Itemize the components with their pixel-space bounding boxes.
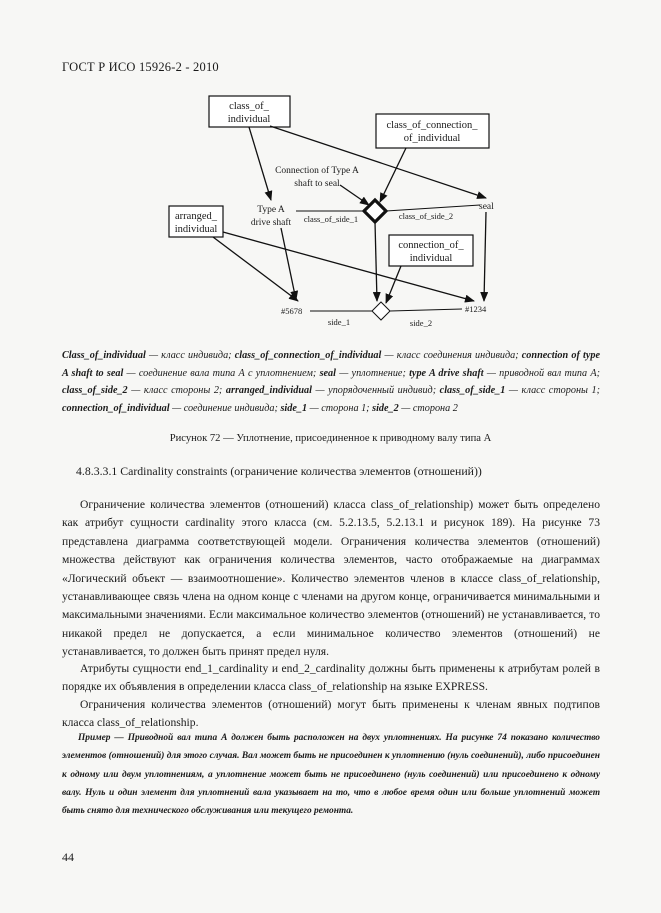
legend-term: connection of type A shaft to seal <box>62 350 600 379</box>
document-header: ГОСТ Р ИСО 15926-2 - 2010 <box>62 60 219 74</box>
box-connection-of-individual-line2: individual <box>409 253 453 264</box>
section-title: 4.8.3.3.1 Cardinality constraints (ограничение количества элементов (отношений)) <box>76 464 482 478</box>
legend-term: side_1 <box>280 402 308 414</box>
figure-72-diagram <box>0 0 661 340</box>
legend-term: class_of_connection_of_individual <box>234 350 382 361</box>
box-class-of-individual-line1: class_of_ <box>229 101 269 112</box>
legend-definition: — сторона 1; <box>307 402 373 414</box>
legend-term: arranged_individual <box>225 385 312 396</box>
legend-definition: — класс стороны 2; <box>127 385 226 396</box>
label-connection-type-a-line1: Connection of Type A <box>275 166 359 176</box>
legend-definition: — приводной вал типа А; <box>483 367 600 379</box>
box-class-of-individual-line2: individual <box>227 114 271 125</box>
legend-term: seal <box>319 367 336 379</box>
legend-definition: — сторона 2 <box>398 402 458 414</box>
figure-legend <box>62 347 600 417</box>
label-seal: seal <box>479 202 494 212</box>
legend-definition: — упорядоченный индивид; <box>311 385 440 396</box>
box-arranged-individual-line2: individual <box>174 224 218 235</box>
page-number: 44 <box>62 850 74 864</box>
legend-definition: — соединение вала типа А с уплотнением; <box>123 367 320 379</box>
label-type-a-line2: drive shaft <box>250 218 292 228</box>
legend-term: type A drive shaft <box>409 367 484 379</box>
example-note: Пример — Приводной вал типа А должен быть расположен на двух уплотнениях. На рисунке 74 показано количество элементов (отношений) для этого случая. Вал может быть не присоединен к уплотнению (нуль соединений), либо присоединен к одному или двум уплотнениям, а уплотнение может быть не присоединено (нуль соединений) или присоединено к одному валу. Нуль и один элемент для уплотнений вала указывает на то, что в любое время один или больше уплотнений может быть снято для технического обслуживания или текущего ремонта. <box>62 733 600 817</box>
figure-caption: Рисунок 72 — Уплотнение, присоединенное к приводному валу типа А <box>169 433 492 444</box>
instance-side-2-line <box>390 309 462 311</box>
legend-term: connection_of_individual <box>62 402 170 414</box>
paragraph-cardinality-definition: Ограничение количества элементов (отношений) класса class_of_relationship) может быть определено как атрибут сущности cardinality этого класса (см. 5.2.13.5, 5.2.13.1 и рисунок 189). На рисунке 73 представлена диаграмма соответствующей модели. Ограничения количества элементов (отношений) множества действуют как ограничения количества элементов, часто отображаемые на диаграммах «Логический объект — взаимоотношение». Количество элементов членов в классе class_of_relationship, устанавливающее связь члена на одном конце с членами на другом конце, ограничивается минимальными и максимальными значениями. Если максимальное количество элементов (отношений) не устанавливается, то никакой предел не допускается, а если минимальное количество элементов (отношений) не устанавливается, то должен быть принят предел нуля. <box>62 498 600 659</box>
label-type-a-line1: Type A <box>257 205 285 215</box>
paragraph-cardinality-attributes: Атрибуты сущности end_1_cardinality и end_2_cardinality должны быть применены к атрибутам ролей в порядке их объявления в определении класса class_of_relationship на языке EXPRESS. <box>62 662 600 694</box>
legend-definition: — соединение индивида; <box>169 402 281 414</box>
label-instance-5678: #5678 <box>281 306 303 316</box>
label-side-1: side_1 <box>327 317 351 327</box>
box-arranged-individual-line1: arranged_ <box>175 211 217 222</box>
legend-term: class_of_side_2 <box>62 385 128 396</box>
legend-definition: — класс индивида; <box>145 350 235 361</box>
label-side-2: side_2 <box>409 318 433 328</box>
paragraph-cardinality-subtypes: Ограничения количества элементов (отношений) могут быть применены к членам явных подтипов класса class_of_relationship. <box>62 698 600 730</box>
legend-term: class_of_side_1 <box>439 385 506 396</box>
legend-term: Class_of_individual <box>62 350 146 361</box>
label-connection-type-a-line2: shaft to seal <box>294 179 340 189</box>
instance-connection-diamond <box>372 302 390 320</box>
label-class-of-side-1: class_of_side_1 <box>303 214 359 224</box>
legend-definition: — класс стороны 1; <box>505 385 600 396</box>
label-instance-1234: #1234 <box>465 304 487 314</box>
label-class-of-side-2: class_of_side_2 <box>398 211 454 221</box>
legend-definition: — уплотнение; <box>335 367 410 379</box>
box-connection-of-individual-line1: connection_of_ <box>398 240 464 251</box>
legend-definition: — класс соединения индивида; <box>381 350 522 361</box>
legend-term: side_2 <box>372 402 399 414</box>
box-class-of-connection-line2: of_individual <box>403 133 461 144</box>
box-class-of-connection-line1: class_of_connection_ <box>386 120 478 131</box>
